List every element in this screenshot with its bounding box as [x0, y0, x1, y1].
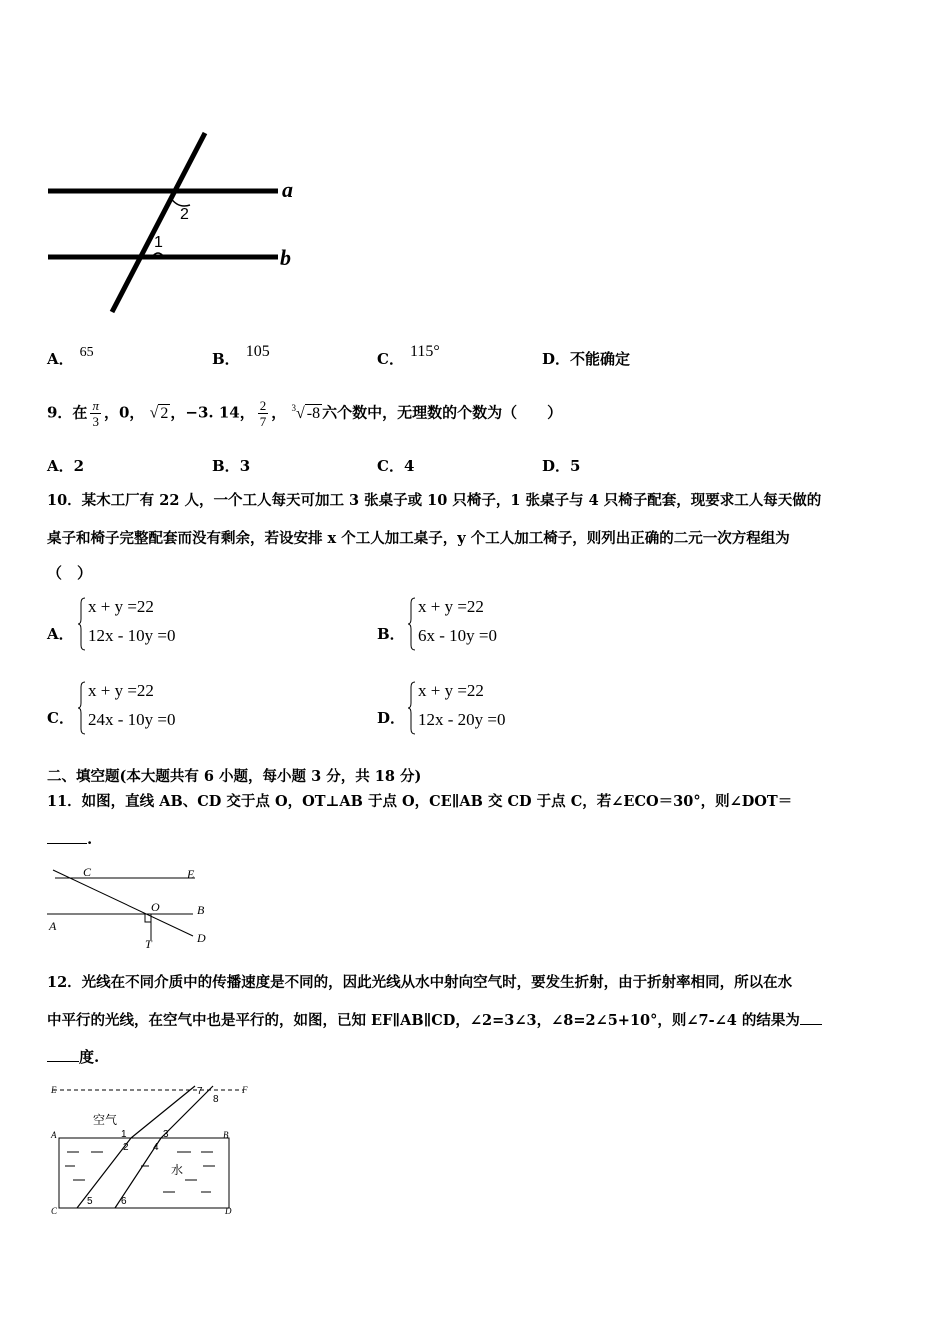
q9-option-c: C．4 [377, 457, 415, 475]
answer-blank [47, 1047, 79, 1062]
q11-label-t: T [145, 937, 152, 950]
q10-line-1: 10．某木工厂有 22 人，一个工人每天可加工 3 张桌子或 10 只椅子，1 张桌子与 4 只椅子配套，现要求工人每天做的 [47, 492, 822, 509]
q10-option-a-letter: A． [47, 625, 74, 643]
q9-stem: 9．在 $\frac{\pi}{3}$ ，0， √ 2 ，−3. 14， $\frac{2}{7}$ ， $^3$√ -8 六个数中，无理数的个数为（ ） [47, 398, 563, 429]
q8-option-d: D．不能确定 [542, 350, 631, 368]
section-2-title: 二、填空题(本大题共有 6 小题，每小题 3 分，共 18 分) [47, 768, 422, 785]
q11-line-1: 11．如图，直线 AB、CD 交于点 O，OT⊥AB 于点 O，CE∥AB 交 CD 于点 C，若∠ECO＝30°，则∠DOT＝ [47, 793, 793, 810]
q12-angle-7: 7 [197, 1086, 203, 1097]
q12-line-3: 度. [47, 1046, 99, 1067]
q9-option-d: D．5 [542, 457, 581, 475]
q8-figure [40, 125, 310, 320]
sqrt-2: √ 2 [149, 404, 169, 422]
answer-blank [800, 1010, 822, 1025]
q10-option-b-system: x + y =22 6x - 10y =0 [408, 597, 548, 653]
q12-angle-8: 8 [213, 1094, 219, 1105]
q11-figure [45, 862, 220, 950]
q10-option-d-system: x + y =22 12x - 20y =0 [408, 681, 548, 737]
q8-option-a: A． 65 [47, 345, 94, 368]
q11-line-2: . [47, 829, 92, 848]
q10-option-b-letter: B． [377, 625, 405, 643]
answer-blank [47, 829, 87, 844]
q11-label-o: O [151, 900, 160, 914]
q12-label-water: 水 [171, 1163, 184, 1177]
brace-icon [408, 597, 416, 651]
label-b: b [280, 245, 291, 270]
q9-option-b: B．3 [212, 457, 251, 475]
angle-1-label: 1 [154, 234, 163, 251]
fraction-2-over-7: $\frac{2}{7}$ [259, 398, 267, 429]
angle-2-label: 2 [180, 206, 189, 223]
q12-line-1: 12．光线在不同介质中的传播速度是不同的，因此光线从水中射向空气时，要发生折射，由于折射率相同，所以在水 [47, 974, 793, 991]
brace-icon [408, 681, 416, 735]
q12-label-f: F [242, 1085, 248, 1095]
q11-label-e: E [187, 867, 195, 881]
q11-label-c: C [83, 865, 92, 879]
q8-option-c: C． 115° [377, 343, 440, 368]
q9-option-a: A．2 [47, 457, 85, 475]
q12-label-d: D [225, 1206, 232, 1216]
q10-option-d-letter: D． [377, 709, 406, 727]
q8-option-b: B． 105 [212, 343, 270, 368]
q12-line-2: 中平行的光线，在空气中也是平行的，如图，已知 EF∥AB∥CD，∠2=3∠3，∠8=2∠5+10°，则∠7-∠4 的结果为 [47, 1009, 822, 1030]
q12-angle-6: 6 [121, 1196, 127, 1207]
q12-angle-5: 5 [87, 1196, 93, 1207]
q10-line-3: （ ） [47, 564, 93, 582]
q10-option-c-letter: C． [47, 709, 74, 727]
q11-label-d: D [197, 931, 206, 945]
q10-line-2: 桌子和椅子完整配套而没有剩余，若设安排 x 个工人加工桌子，y 个工人加工椅子，则列出正确的二元一次方程组为 [47, 530, 790, 547]
q12-figure [45, 1080, 255, 1220]
q12-label-a: A [51, 1130, 57, 1140]
q11-label-b: B [197, 903, 205, 917]
q12-label-b: B [223, 1130, 229, 1140]
q12-angle-3: 3 [163, 1129, 169, 1140]
label-a: a [282, 177, 293, 202]
q12-label-c: C [51, 1206, 58, 1216]
q12-label-air: 空气 [93, 1113, 118, 1127]
q12-label-e: E [51, 1085, 57, 1095]
brace-icon [78, 597, 86, 651]
q11-label-a: A [49, 919, 57, 933]
q10-option-a-system: x + y =22 12x - 10y =0 [78, 597, 218, 653]
q10-option-c-system: x + y =22 24x - 10y =0 [78, 681, 218, 737]
cube-root-minus-8: $^3$√ -8 [291, 402, 321, 422]
q12-angle-4: 4 [153, 1142, 159, 1153]
q12-angle-1: 1 [121, 1129, 127, 1140]
q12-angle-2: 2 [123, 1142, 129, 1153]
brace-icon [78, 681, 86, 735]
fraction-pi-over-3: $\frac{\pi}{3}$ [92, 398, 99, 429]
